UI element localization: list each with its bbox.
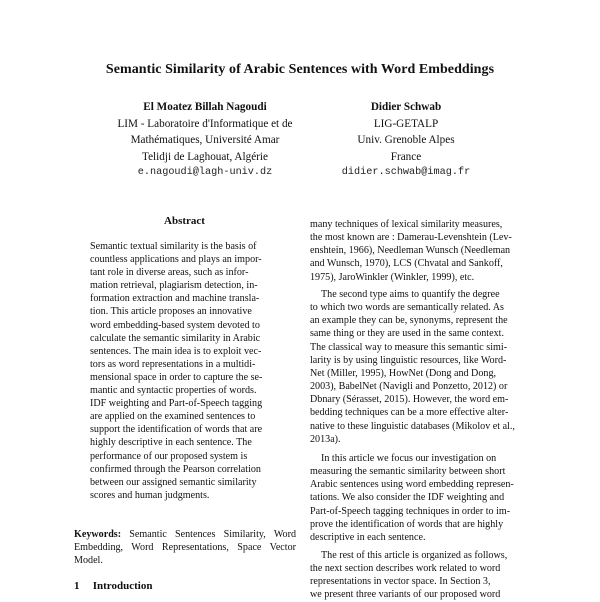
- text-line: mensional space in order to capture the se-: [90, 371, 263, 383]
- text-line: Arabic sentences using word embedding represen-: [310, 479, 514, 491]
- text-line: Semantic textual similarity is the basis of: [90, 241, 257, 252]
- text-line: between our assigned semantic similarity: [90, 476, 257, 488]
- text-line: many techniques of lexical similarity measures,: [310, 219, 503, 230]
- right-paragraph-2: [310, 288, 532, 446]
- keywords-paragraph: [74, 528, 296, 568]
- text-line: to which two words are semantically related. As: [310, 302, 504, 314]
- author-email[interactable]: e.nagoudi@lagh-univ.dz: [137, 167, 273, 179]
- text-line: an example they can be, synonyms, represent the: [310, 315, 508, 327]
- text-line: descriptive in each sentence.: [310, 531, 426, 543]
- text-line: are applied on the examined sentences to: [90, 411, 256, 423]
- text-line: representations in vector space. In Section 3,: [310, 576, 491, 588]
- text-line: mation retrieval, plagiarism detection, in-: [90, 280, 258, 292]
- text-line: 1975), JaroWinkler (Winkler, 1999), etc.: [310, 271, 475, 283]
- text-line: Net (Miller, 1995), HowNet (Dong and Dong,: [310, 367, 497, 379]
- text-line: scores and human judgments.: [90, 489, 210, 501]
- text-line: we present three variants of our proposed word: [310, 589, 501, 601]
- text-line: performance of our proposed system is: [90, 450, 248, 462]
- author-block-1: [95, 99, 315, 182]
- text-line: and Wunsch, 1970), LCS (Chvatal and Sankoff,: [310, 258, 503, 270]
- section-heading: [74, 580, 152, 592]
- text-line: Part-of-Speech tagging techniques in order to im-: [310, 505, 511, 517]
- text-line: formation extraction and machine transla-: [90, 293, 260, 305]
- text-line: IDF weighting and Part-of-Speech tagging: [90, 398, 263, 410]
- text-line: tations. We also consider the IDF weighting and: [310, 492, 505, 504]
- text-line: prove the identification of words that are highly: [310, 518, 504, 530]
- text-line: enshtein, 1966), Needleman Wunsch (Needleman: [310, 245, 511, 257]
- author-name: El Moatez Billah Nagoudi: [143, 101, 267, 113]
- author-affiliation-line: France: [390, 150, 422, 163]
- paper-title: Semantic Similarity of Arabic Sentences with Word Embeddings: [105, 62, 495, 77]
- keywords-text: Semantic Sentences Similarity, Word Embedding, Word Representations, Space Vector Model.: [74, 529, 296, 567]
- author-email[interactable]: didier.schwab@imag.fr: [341, 167, 471, 179]
- text-line: countless applications and plays an impor-: [90, 254, 262, 266]
- text-line: the most known are : Damerau-Levenshtein (Lev-: [310, 232, 512, 244]
- author-affiliation-line: LIG-GETALP: [373, 117, 439, 130]
- right-paragraph-3: [310, 452, 532, 544]
- section-title: Introduction: [92, 580, 153, 592]
- right-paragraph-4: [310, 549, 532, 602]
- author-block-2: [306, 99, 506, 182]
- text-line: word embedding-based system devoted to: [90, 319, 260, 331]
- text-line: same thing or they are used in the same context.: [310, 328, 504, 340]
- text-line: tors as word representations in a multidi-: [90, 358, 256, 370]
- text-line: the next section describes work related to word: [310, 563, 501, 575]
- text-line: The classical way to measure this semantic simi-: [310, 341, 508, 353]
- text-line: tant role in diverse areas, such as infor-: [90, 267, 249, 279]
- author-name: Didier Schwab: [370, 101, 442, 113]
- text-line: mantic and syntactic properties of words.: [90, 385, 257, 397]
- abstract-heading: Abstract: [164, 215, 205, 227]
- text-line: calculate the semantic similarity in Arabic: [90, 332, 261, 344]
- text-line: The second type aims to quantify the degree: [321, 289, 500, 300]
- abstract-body: [90, 240, 280, 502]
- text-line: In this article we focus our investigation on: [321, 453, 497, 464]
- text-line: The rest of this article is organized as follows,: [321, 550, 508, 561]
- text-line: sentences. The main idea is to exploit vec-: [90, 345, 262, 357]
- section-number: 1: [74, 580, 80, 592]
- author-affiliation-line: Telidji de Laghouat, Algérie: [142, 150, 268, 163]
- text-line: confirmed through the Pearson correlation: [90, 463, 261, 475]
- author-affiliation-line: Univ. Grenoble Alpes: [357, 134, 455, 147]
- text-line: highly descriptive in each sentence. The: [90, 437, 252, 449]
- text-line: Dbnary (Sérasset, 2015). However, the word em-: [310, 394, 509, 406]
- text-line: native to these linguistic databases (Mikolov et al.,: [310, 420, 515, 432]
- text-line: support the identification of words that are: [90, 424, 263, 436]
- text-line: 2013a).: [310, 433, 341, 445]
- keywords-label: Keywords:: [74, 529, 122, 540]
- text-line: larity is by using linguistic resources, like Word-: [310, 354, 507, 366]
- text-line: tion. This article proposes an innovative: [90, 306, 252, 318]
- author-affiliation-line: LIM - Laboratoire d'Informatique et de: [117, 117, 293, 130]
- text-line: measuring the semantic similarity between short: [310, 466, 506, 478]
- text-line: bedding techniques can be a more effective alter-: [310, 407, 509, 419]
- text-line: 2003), BabelNet (Navigli and Ponzetto, 2012) or: [310, 381, 508, 393]
- author-affiliation-line: Mathématiques, Université Amar: [130, 134, 280, 147]
- right-paragraph-1: [310, 218, 532, 284]
